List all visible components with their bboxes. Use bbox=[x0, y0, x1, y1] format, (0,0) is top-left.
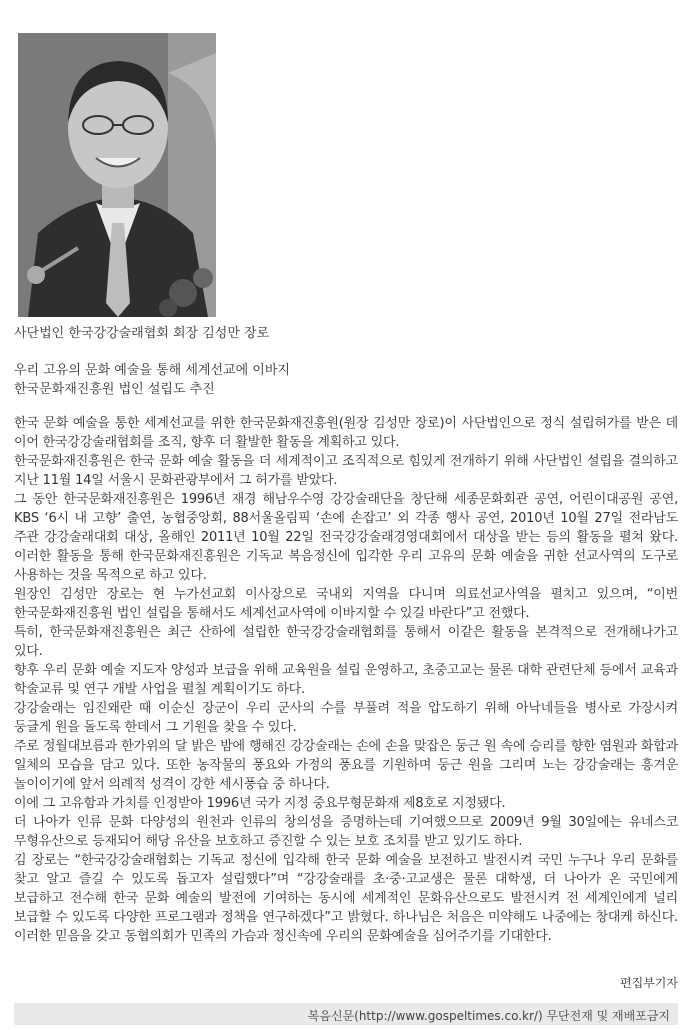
portrait-image bbox=[18, 33, 216, 317]
paragraph: 한국문화재진흥원은 한국 문화 예술 활동을 더 세계적이고 조직적으로 힘있게 전개하기 위해 사단법인 설립을 결의하고 지난 11월 14일 서울시 문화관광부에서 그 허가를 받았다. bbox=[14, 454, 678, 488]
subheading: 우리 고유의 문화 예술을 통해 세계선교에 이바지 bbox=[14, 363, 290, 378]
copyright-text: 복음신문(http://www.gospeltimes.co.kr/) 무단전재 및 재배포금지 bbox=[307, 1009, 670, 1023]
photo-caption: 사단법인 한국강강술래협회 회장 김성만 장로 bbox=[14, 326, 270, 341]
paragraph: 더 나아가 인류 문화 다양성의 원천과 인류의 창의성을 증명하는데 기여했으므로 2009년 9월 30일에는 유네스코 무형유산으로 등재되어 해당 유산을 보호하고 증진할 수 있는 보호 조치를 받고 있기도 하다. bbox=[14, 815, 678, 849]
paragraph: 김 장로는 “한국강강술래협회는 기독교 정신에 입각해 한국 문화 예술을 보전하고 발전시켜 국민 누구나 우리 문화를 찾고 알고 즐길 수 있도록 돕고자 설립했다”며 “강강술래를 초·중·고교생은 물론 대학생, 더 나아가 온 국민에게 보급하고 전수해 한국 문화 예술의 발전에 기여하는 동시에 세계적인 문화유산으로도 발전시켜 전 세계인에게 널리 보급할 수 있도록 다양한 프로그램과 정책을 연구하겠다”고 밝혔다. 하나님은 처음은 미약해도 나중에는 창대케 하신다. 이러한 믿음을 갖고 동협의회가 민족의 가슴과 정신속에 우리의 문화예술을 심어주기를 기대한다. bbox=[14, 853, 678, 944]
paragraph: 특히, 한국문화재진흥원은 최근 산하에 설립한 한국강강술래협회를 통해서 이같은 활동을 본격적으로 전개해나가고 있다. bbox=[14, 625, 678, 659]
copyright-footer bbox=[14, 1003, 678, 1025]
article-body bbox=[14, 414, 678, 946]
author-byline: 편집부기자 bbox=[620, 976, 678, 990]
portrait-photo bbox=[18, 33, 216, 317]
paragraph: 한국 문화 예술을 통한 세계선교를 위한 한국문화재진흥원(원장 김성만 장로)이 사단법인으로 정식 설립허가를 받은 데 이어 한국강강술래협회를 조직, 향후 더 활발한 활동을 계획하고 있다. bbox=[14, 416, 678, 450]
paragraph: 향후 우리 문화 예술 지도자 양성과 보급을 위해 교육원을 설립 운영하고, 초중고교는 물론 대학 관련단체 등에서 교육과 학술교류 및 연구 개발 사업을 펼칠 계획이기도 하다. bbox=[14, 663, 678, 697]
paragraph: 그 동안 한국문화재진흥원은 1996년 재경 해남우수영 강강술래단을 창단해 세종문화회관 공연, 어린이대공원 공연, KBS ‘6시 내 고향’ 출연, 농협중앙회, 88서울올림픽 ‘손에 손잡고’ 외 각종 행사 공연, 2010년 10월 27일 전라남도 주관 강강술래대회 대상, 올해인 2011년 10월 22일 전국강강술래경영대회에서 대상을 받는 등의 활동을 펼쳐 왔다. 이러한 활동을 통해 한국문화재진흥원은 기독교 복음정신에 입각한 우리 고유의 문화 예술을 귀한 선교사역의 도구로 사용하는 것을 목적으로 하고 있다. bbox=[14, 492, 678, 583]
subheading: 한국문화재진흥원 법인 설립도 추진 bbox=[14, 382, 215, 397]
paragraph: 원장인 김성만 장로는 현 누가선교회 이사장으로 국내외 지역을 다니며 의료선교사역을 펼치고 있으며, “이번 한국문화재진흥원 법인 설립을 통해서도 세계선교사역에 이바지할 수 있길 바란다”고 전했다. bbox=[14, 587, 678, 621]
paragraph: 이에 그 고유함과 가치를 인정받아 1996년 국가 지정 중요무형문화재 제8호로 지정됐다. bbox=[14, 796, 506, 811]
paragraph: 주로 정월대보름과 한가위의 달 밝은 밤에 행해진 강강술래는 손에 손을 맞잡은 둥근 원 속에 승리를 향한 염원과 화합과 일체의 모습을 담고 있다. 또한 농작물의 풍요와 가정의 풍요를 기원하며 둥근 원을 그리며 노는 강강술래는 흥겨운 놀이이기에 앞서 의례적 성격이 강한 세시풍습 중 하나다. bbox=[14, 739, 678, 792]
paragraph: 강강술래는 임진왜란 때 이순신 장군이 우리 군사의 수를 부풀려 적을 압도하기 위해 아낙네들을 병사로 가장시켜 둥글게 원을 돌도록 한데서 그 기원을 찾을 수 있다. bbox=[14, 701, 678, 735]
